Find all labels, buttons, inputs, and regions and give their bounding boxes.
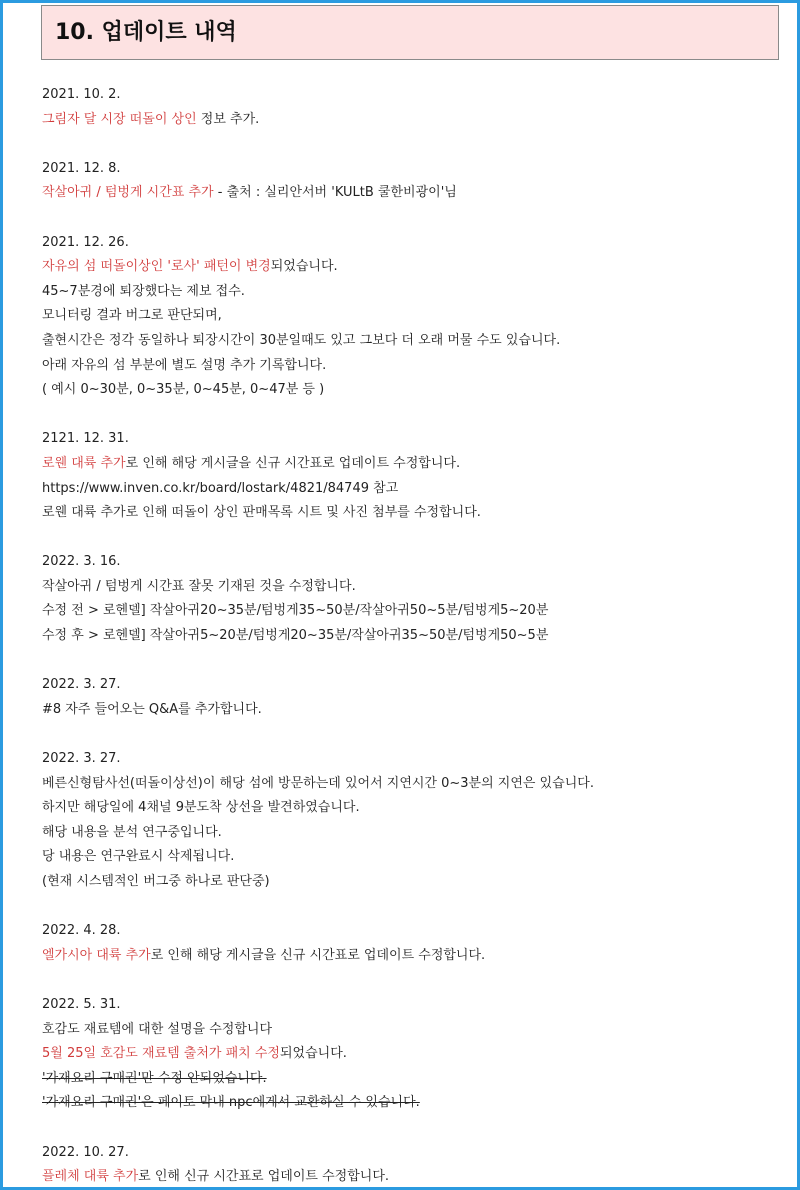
entry-date: 2021. 12. 8. — [42, 160, 121, 176]
body-text: 호감도 재료템에 대한 설명을 수정합니다 — [42, 1021, 273, 1037]
entry-line — [42, 181, 782, 206]
body-text: 작살아귀 / 텀벙게 시간표 잘못 기재된 것을 수정합니다. — [42, 578, 356, 594]
entry-line — [42, 772, 782, 797]
entry-line — [42, 108, 782, 133]
body-text: 아래 자유의 섬 부분에 별도 설명 추가 기록합니다. — [42, 357, 327, 373]
body-text: #8 자주 들어오는 Q&A를 추가합니다. — [42, 701, 262, 717]
body-text: 45~7분경에 퇴장했다는 제보 접수. — [42, 283, 245, 299]
body-text: 수정 전 > 로헨델] 작살아귀20~35분/텀벙게35~50분/작살아귀50~5분/텀벙게5~20분 — [42, 603, 549, 619]
entry-line — [42, 624, 782, 649]
entry-line — [42, 821, 782, 846]
body-text: 로 인해 신규 시간표로 업데이트 수정합니다. — [138, 1169, 390, 1185]
entry-line — [42, 378, 782, 403]
body-text: 모니터링 결과 버그로 판단되며, — [42, 308, 222, 324]
body-text: 출현시간은 정각 동일하나 퇴장시간이 30분일때도 있고 그보다 더 오래 머물 수도 있습니다. — [42, 332, 561, 348]
highlight-text: 그림자 달 시장 떠돌이 상인 — [42, 111, 197, 127]
body-text: 로 인해 해당 게시글을 신규 시간표로 업데이트 수정합니다. — [150, 947, 486, 963]
entry-date: 2022. 10. 27. — [42, 1144, 129, 1160]
highlight-text: 자유의 섬 떠돌이상인 '로사' 패턴이 변경 — [42, 259, 271, 275]
entry-line — [42, 329, 782, 354]
update-entry — [42, 157, 782, 206]
struck-text: '가재요리 구매권'은 페이토 막내 npc에게서 교환하실 수 있습니다. — [42, 1095, 420, 1111]
entry-line — [42, 354, 782, 379]
entry-line — [42, 280, 782, 305]
highlight-text: 플레체 대륙 추가 — [42, 1169, 139, 1185]
update-entry — [42, 427, 782, 525]
highlight-text: 엘가시아 대륙 추가 — [42, 947, 151, 963]
body-text: 되었습니다. — [279, 1046, 347, 1062]
entry-line — [42, 1091, 782, 1116]
update-entry — [42, 673, 782, 722]
struck-text: '가재요리 구매권'만 수정 안되었습니다. — [42, 1070, 267, 1086]
entry-date: 2022. 3. 27. — [42, 677, 121, 693]
entry-line — [42, 1067, 782, 1092]
body-text: 베른신형탐사선(떠돌이상선)이 해당 섬에 방문하는데 있어서 지연시간 0~3분의 지연은 있습니다. — [42, 775, 594, 791]
body-text: 로 인해 해당 게시글을 신규 시간표로 업데이트 수정합니다. — [125, 455, 461, 471]
body-text: 당 내용은 연구완료시 삭제됩니다. — [42, 849, 235, 865]
update-log — [42, 83, 782, 1190]
entry-line — [42, 796, 782, 821]
entry-line — [42, 870, 782, 895]
update-entry — [42, 550, 782, 648]
entry-line — [42, 698, 782, 723]
body-text: 수정 후 > 로헨델] 작살아귀5~20분/텀벙게20~35분/작살아귀35~50분/텀벙게50~5분 — [42, 628, 549, 644]
highlight-text: 5월 25일 호감도 재료템 출처가 패치 수정 — [42, 1046, 280, 1062]
entry-line — [42, 1042, 782, 1067]
body-text: 하지만 해당일에 4채널 9분도착 상선을 발견하였습니다. — [42, 800, 360, 816]
entry-line — [42, 845, 782, 870]
entry-line — [42, 477, 782, 502]
entry-line — [42, 575, 782, 600]
entry-line — [42, 304, 782, 329]
entry-line — [42, 452, 782, 477]
body-text: 해당 내용을 분석 연구중입니다. — [42, 824, 222, 840]
update-entry — [42, 1141, 782, 1190]
update-entry — [42, 993, 782, 1116]
entry-line — [42, 1165, 782, 1190]
entry-line — [42, 501, 782, 526]
entry-line — [42, 1018, 782, 1043]
entry-date: 2021. 10. 2. — [42, 87, 121, 102]
entry-date: 2022. 4. 28. — [42, 923, 121, 939]
body-text: (현재 시스템적인 버그중 하나로 판단중) — [42, 874, 270, 889]
body-text: ( 예시 0~30분, 0~35분, 0~45분, 0~47분 등 ) — [42, 382, 325, 398]
entry-date: 2121. 12. 31. — [42, 431, 129, 447]
entry-line — [42, 599, 782, 624]
body-text: 되었습니다. — [270, 259, 338, 275]
entry-date: 2022. 5. 31. — [42, 996, 121, 1012]
highlight-text: 로웬 대륙 추가 — [42, 455, 126, 471]
body-text: - 출처 : 실리안서버 'KULtB 쿨한비광이'님 — [213, 185, 457, 201]
body-text: 로웬 대륙 추가로 인해 떠돌이 상인 판매목록 시트 및 사진 첨부를 수정합니다. — [42, 505, 481, 521]
update-entry — [42, 83, 782, 132]
entry-date: 2022. 3. 16. — [42, 554, 121, 570]
entry-date: 2021. 12. 26. — [42, 234, 129, 250]
entry-line — [42, 255, 782, 280]
section-title: 10. 업데이트 내역 — [55, 20, 237, 45]
entry-date: 2022. 3. 27. — [42, 751, 121, 767]
update-entry — [42, 231, 782, 403]
body-text: 정보 추가. — [196, 111, 260, 127]
section-header — [41, 5, 779, 60]
highlight-text: 작살아귀 / 텀벙게 시간표 추가 — [42, 185, 214, 201]
entry-line — [42, 944, 782, 969]
body-text: https://www.inven.co.kr/board/lostark/4821/84749 참고 — [42, 480, 399, 496]
update-entry — [42, 747, 782, 895]
update-entry — [42, 919, 782, 968]
